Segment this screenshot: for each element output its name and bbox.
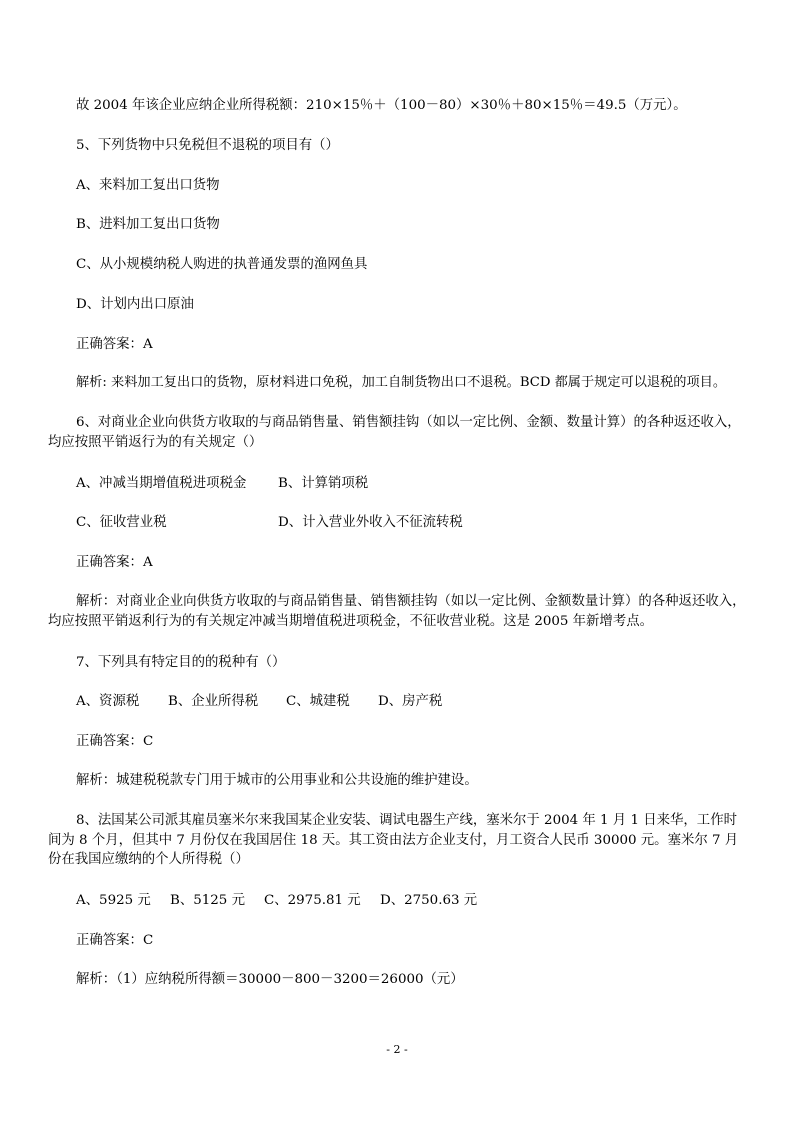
question-5: 5、下列货物中只免税但不退税的项目有（） xyxy=(76,138,339,153)
option-d: D、计入营业外收入不征流转税 xyxy=(278,515,463,530)
question-7: 7、下列具有特定目的的税种有（） xyxy=(76,655,286,670)
option-b: B、进料加工复出口货物 xyxy=(76,217,220,232)
option-a: A、资源税 xyxy=(76,694,140,709)
options-row xyxy=(76,474,748,494)
explanation: 解析：对商业企业向供货方收取的与商品销售量、销售额挂钩（如以一定比例、金额数量计算）的各种返还收入，均应按照平销返利行为的有关规定冲减当期增值税进项税金，不征收营业税。这是 2005 年新增考点。 xyxy=(48,594,746,629)
correct-answer: 正确答案：C xyxy=(76,734,154,749)
option-c: C、城建税 xyxy=(286,694,350,709)
option-b: B、计算销项税 xyxy=(278,476,369,491)
option-a: A、来料加工复出口货物 xyxy=(76,178,220,193)
correct-answer: 正确答案：A xyxy=(76,555,153,570)
text-line: 故 2004 年该企业应纳企业所得税额：210×15％＋（100－80）×30％＋80×15％＝49.5（万元）。 xyxy=(76,98,687,113)
option-a: A、冲减当期增值税进项税金 xyxy=(76,476,247,491)
option-c: C、2975.81 元 xyxy=(264,893,361,908)
option-c: C、从小规模纳税人购进的执普通发票的渔网鱼具 xyxy=(76,257,368,272)
page-number: - 2 - xyxy=(386,1043,408,1056)
options-row xyxy=(76,692,748,712)
explanation: 解析：城建税税款专门用于城市的公用事业和公共设施的维护建设。 xyxy=(76,773,478,788)
option-d: D、2750.63 元 xyxy=(380,893,478,908)
option-b: B、5125 元 xyxy=(170,893,245,908)
question-8: 8、法国某公司派其雇员塞米尔来我国某企业安装、调试电器生产线，塞米尔于 2004 年 1 月 1 日来华，工作时间为 8 个月，但其中 7 月份仅在我国居住 18 天。其工资由法方企业支付，月工资合人民币 30000 元。塞米尔 7 月份在我国应缴纳的个人所得税（） xyxy=(48,813,739,867)
option-d: D、房产税 xyxy=(378,694,443,709)
option-a: A、5925 元 xyxy=(76,893,151,908)
explanation: 解析：（1）应纳税所得额＝30000－800－3200＝26000（元） xyxy=(76,972,464,987)
options-row xyxy=(76,891,748,911)
explanation: 解析: 来料加工复出口的货物，原材料进口免税，加工自制货物出口不退税。BCD 都属于规定可以退税的项目。 xyxy=(76,375,727,390)
question-6: 6、对商业企业向供货方收取的与商品销售量、销售额挂钩（如以一定比例、金额、数量计算）的各种返还收入，均应按照平销返行为的有关规定（） xyxy=(48,415,741,450)
option-c: C、征收营业税 xyxy=(76,515,167,530)
option-b: B、企业所得税 xyxy=(168,694,259,709)
correct-answer: 正确答案：A xyxy=(76,337,153,352)
options-row xyxy=(76,513,748,533)
correct-answer: 正确答案：C xyxy=(76,933,154,948)
option-d: D、计划内出口原油 xyxy=(76,297,194,312)
